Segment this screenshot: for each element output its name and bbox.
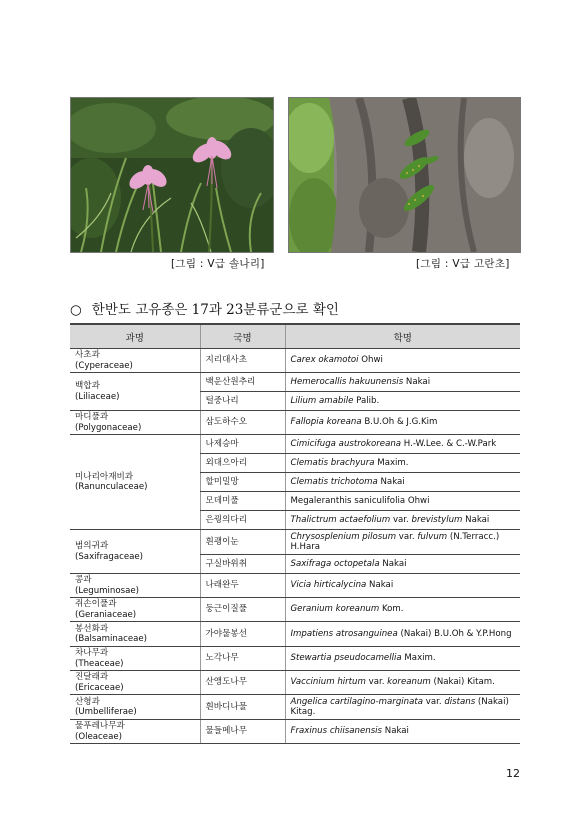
scientific-name-authority: Nakai (403, 376, 431, 387)
scientific-name-italic: Stewartia pseudocamellia (290, 653, 402, 664)
family-cell: 진달래과 (Ericaceae) (70, 671, 200, 695)
table-row (70, 647, 520, 671)
table-row (70, 574, 520, 598)
scientific-name-authority: Ohwi (358, 355, 383, 366)
scientific-name-italic: Thalictrum actaefolium (290, 514, 391, 525)
scientific-name-authority: Megaleranthis saniculifolia Ohwi (290, 495, 430, 506)
col-header-family: 과명 (70, 324, 200, 349)
scientific-name-cell (285, 373, 520, 392)
table-row (70, 373, 520, 392)
scientific-name-authority: Nakai (366, 580, 394, 591)
korean-name-cell: 모데미풀 (200, 492, 285, 511)
scientific-name-cell (285, 695, 520, 720)
scientific-name-italic: Hemerocallis hakuunensis (290, 376, 404, 387)
scientific-name-italic: brevistylum (411, 514, 463, 525)
scientific-name-italic: koreanum (387, 677, 431, 688)
scientific-name-italic: Vaccinium hirtum (290, 677, 366, 688)
caption-left: [그림 : Ⅴ급 솔나리] (171, 258, 265, 270)
scientific-name-italic: Clematis trichotoma (290, 476, 378, 487)
scientific-name-authority: var. (396, 531, 418, 542)
table-row (70, 598, 520, 622)
korean-name-cell: 지리대사초 (200, 349, 285, 373)
scientific-name-authority: (Nakai) Kitag. (290, 696, 509, 717)
scientific-name-authority: Kom. (379, 604, 404, 615)
scientific-name-cell (285, 392, 520, 411)
family-cell: 쥐손이풀과 (Geraniaceae) (70, 598, 200, 622)
scientific-name-cell (285, 720, 520, 744)
scientific-name-cell (285, 454, 520, 473)
table-row (70, 530, 520, 555)
korean-name-cell: 삼도하수오 (200, 411, 285, 435)
scientific-name-italic: Clematis brachyura (290, 457, 375, 468)
korean-name-cell: 흰괭이눈 (200, 530, 285, 555)
scientific-name-italic: Saxifraga octopetala (290, 558, 380, 569)
scientific-name-italic: Fraxinus chiisanensis (290, 726, 383, 737)
scientific-name-authority: (Nakai) B.U.Oh & Y.P.Hong (397, 628, 512, 639)
scientific-name-italic: Impatiens atrosanguinea (290, 628, 398, 639)
scientific-name-italic: Angelica cartilagino-marginata (290, 696, 424, 707)
scientific-name-authority: Palib. (353, 395, 380, 406)
family-cell: 백합과 (Liliaceae) (70, 373, 200, 411)
korean-name-cell: 외대으아리 (200, 454, 285, 473)
scientific-name-authority: Nakai (382, 726, 409, 737)
korean-name-cell: 털중나리 (200, 392, 285, 411)
scientific-name-authority: Maxim. (401, 653, 436, 664)
table-row (70, 349, 520, 373)
scientific-name-italic: distans (444, 696, 476, 707)
table-header-row (70, 324, 520, 349)
korean-name-cell: 은꿩의다리 (200, 511, 285, 530)
family-cell: 마디풀과 (Polygonaceae) (70, 411, 200, 435)
scientific-name-authority: Nakai (379, 558, 407, 569)
scientific-name-cell (285, 598, 520, 622)
korean-name-cell: 나제승마 (200, 435, 285, 454)
table-row (70, 720, 520, 744)
family-cell: 범의귀과 (Saxifragaceae) (70, 530, 200, 574)
scientific-name-cell (285, 647, 520, 671)
korean-name-cell: 흰바디나물 (200, 695, 285, 720)
table-row (70, 411, 520, 435)
korean-name-cell: 나래완두 (200, 574, 285, 598)
table-row (70, 695, 520, 720)
section-heading (70, 298, 339, 318)
korean-name-cell: 구실바위취 (200, 555, 285, 574)
caption-right: [그림 : Ⅴ급 고란초] (416, 258, 510, 270)
endemic-species-table (70, 323, 520, 744)
family-cell: 봉선화과 (Balsaminaceae) (70, 622, 200, 647)
family-cell: 사초과 (Cyperaceae) (70, 349, 200, 373)
scientific-name-cell (285, 511, 520, 530)
scientific-name-authority: (Nakai) Kitam. (430, 677, 495, 688)
scientific-name-cell (285, 574, 520, 598)
table-row (70, 671, 520, 695)
page-number: 12 (506, 767, 520, 780)
scientific-name-authority: var. (423, 696, 445, 707)
scientific-name-italic: Carex okamotoi (290, 355, 359, 366)
heading-text: 한반도 고유종은 17과 23분류군으로 확인 (91, 302, 339, 318)
family-cell: 콩과 (Leguminosae) (70, 574, 200, 598)
table-row (70, 435, 520, 454)
scientific-name-italic: fulvum (417, 531, 448, 542)
photo-fern (288, 97, 521, 253)
scientific-name-cell (285, 473, 520, 492)
korean-name-cell: 백운산원추리 (200, 373, 285, 392)
scientific-name-italic: Chrysosplenium pilosum (290, 531, 397, 542)
photo-lily (70, 97, 274, 253)
scientific-name-cell (285, 349, 520, 373)
korean-name-cell: 노각나무 (200, 647, 285, 671)
bullet-icon: ○ (70, 302, 82, 318)
scientific-name-italic: Geranium koreanum (290, 604, 380, 615)
scientific-name-authority: var. (390, 514, 412, 525)
table-row (70, 622, 520, 647)
family-cell: 산형과 (Umbelliferae) (70, 695, 200, 720)
family-cell: 미나리아재비과 (Ranunculaceae) (70, 435, 200, 530)
scientific-name-cell (285, 435, 520, 454)
korean-name-cell: 가야물봉선 (200, 622, 285, 647)
scientific-name-authority: Nakai (377, 476, 405, 487)
scientific-name-cell (285, 492, 520, 511)
table-body (70, 349, 520, 744)
scientific-name-authority: H.-W.Lee. & C.-W.Park (401, 438, 497, 449)
korean-name-cell: 할미밀망 (200, 473, 285, 492)
korean-name-cell: 산앵도나무 (200, 671, 285, 695)
scientific-name-cell (285, 622, 520, 647)
scientific-name-cell (285, 411, 520, 435)
scientific-name-cell (285, 671, 520, 695)
scientific-name-italic: Lilium amabile (290, 395, 354, 406)
col-header-scientific-name: 학명 (285, 324, 520, 349)
family-cell: 차나무과 (Theaceae) (70, 647, 200, 671)
scientific-name-italic: Cimicifuga austrokoreana (290, 438, 402, 449)
family-cell: 물푸레나무과 (Oleaceae) (70, 720, 200, 744)
col-header-korean-name: 국명 (200, 324, 285, 349)
scientific-name-authority: (N.Terracc.) H.Hara (290, 531, 500, 552)
scientific-name-cell (285, 530, 520, 555)
korean-name-cell: 물들메나무 (200, 720, 285, 744)
scientific-name-authority: B.U.Oh & J.G.Kim (361, 417, 438, 428)
scientific-name-authority: Nakai (462, 514, 490, 525)
scientific-name-authority: Maxim. (374, 457, 409, 468)
scientific-name-italic: Vicia hirticalycina (290, 580, 367, 591)
scientific-name-cell (285, 555, 520, 574)
korean-name-cell: 둥근이질풀 (200, 598, 285, 622)
scientific-name-authority: var. (365, 677, 388, 688)
scientific-name-italic: Fallopia koreana (290, 417, 362, 428)
